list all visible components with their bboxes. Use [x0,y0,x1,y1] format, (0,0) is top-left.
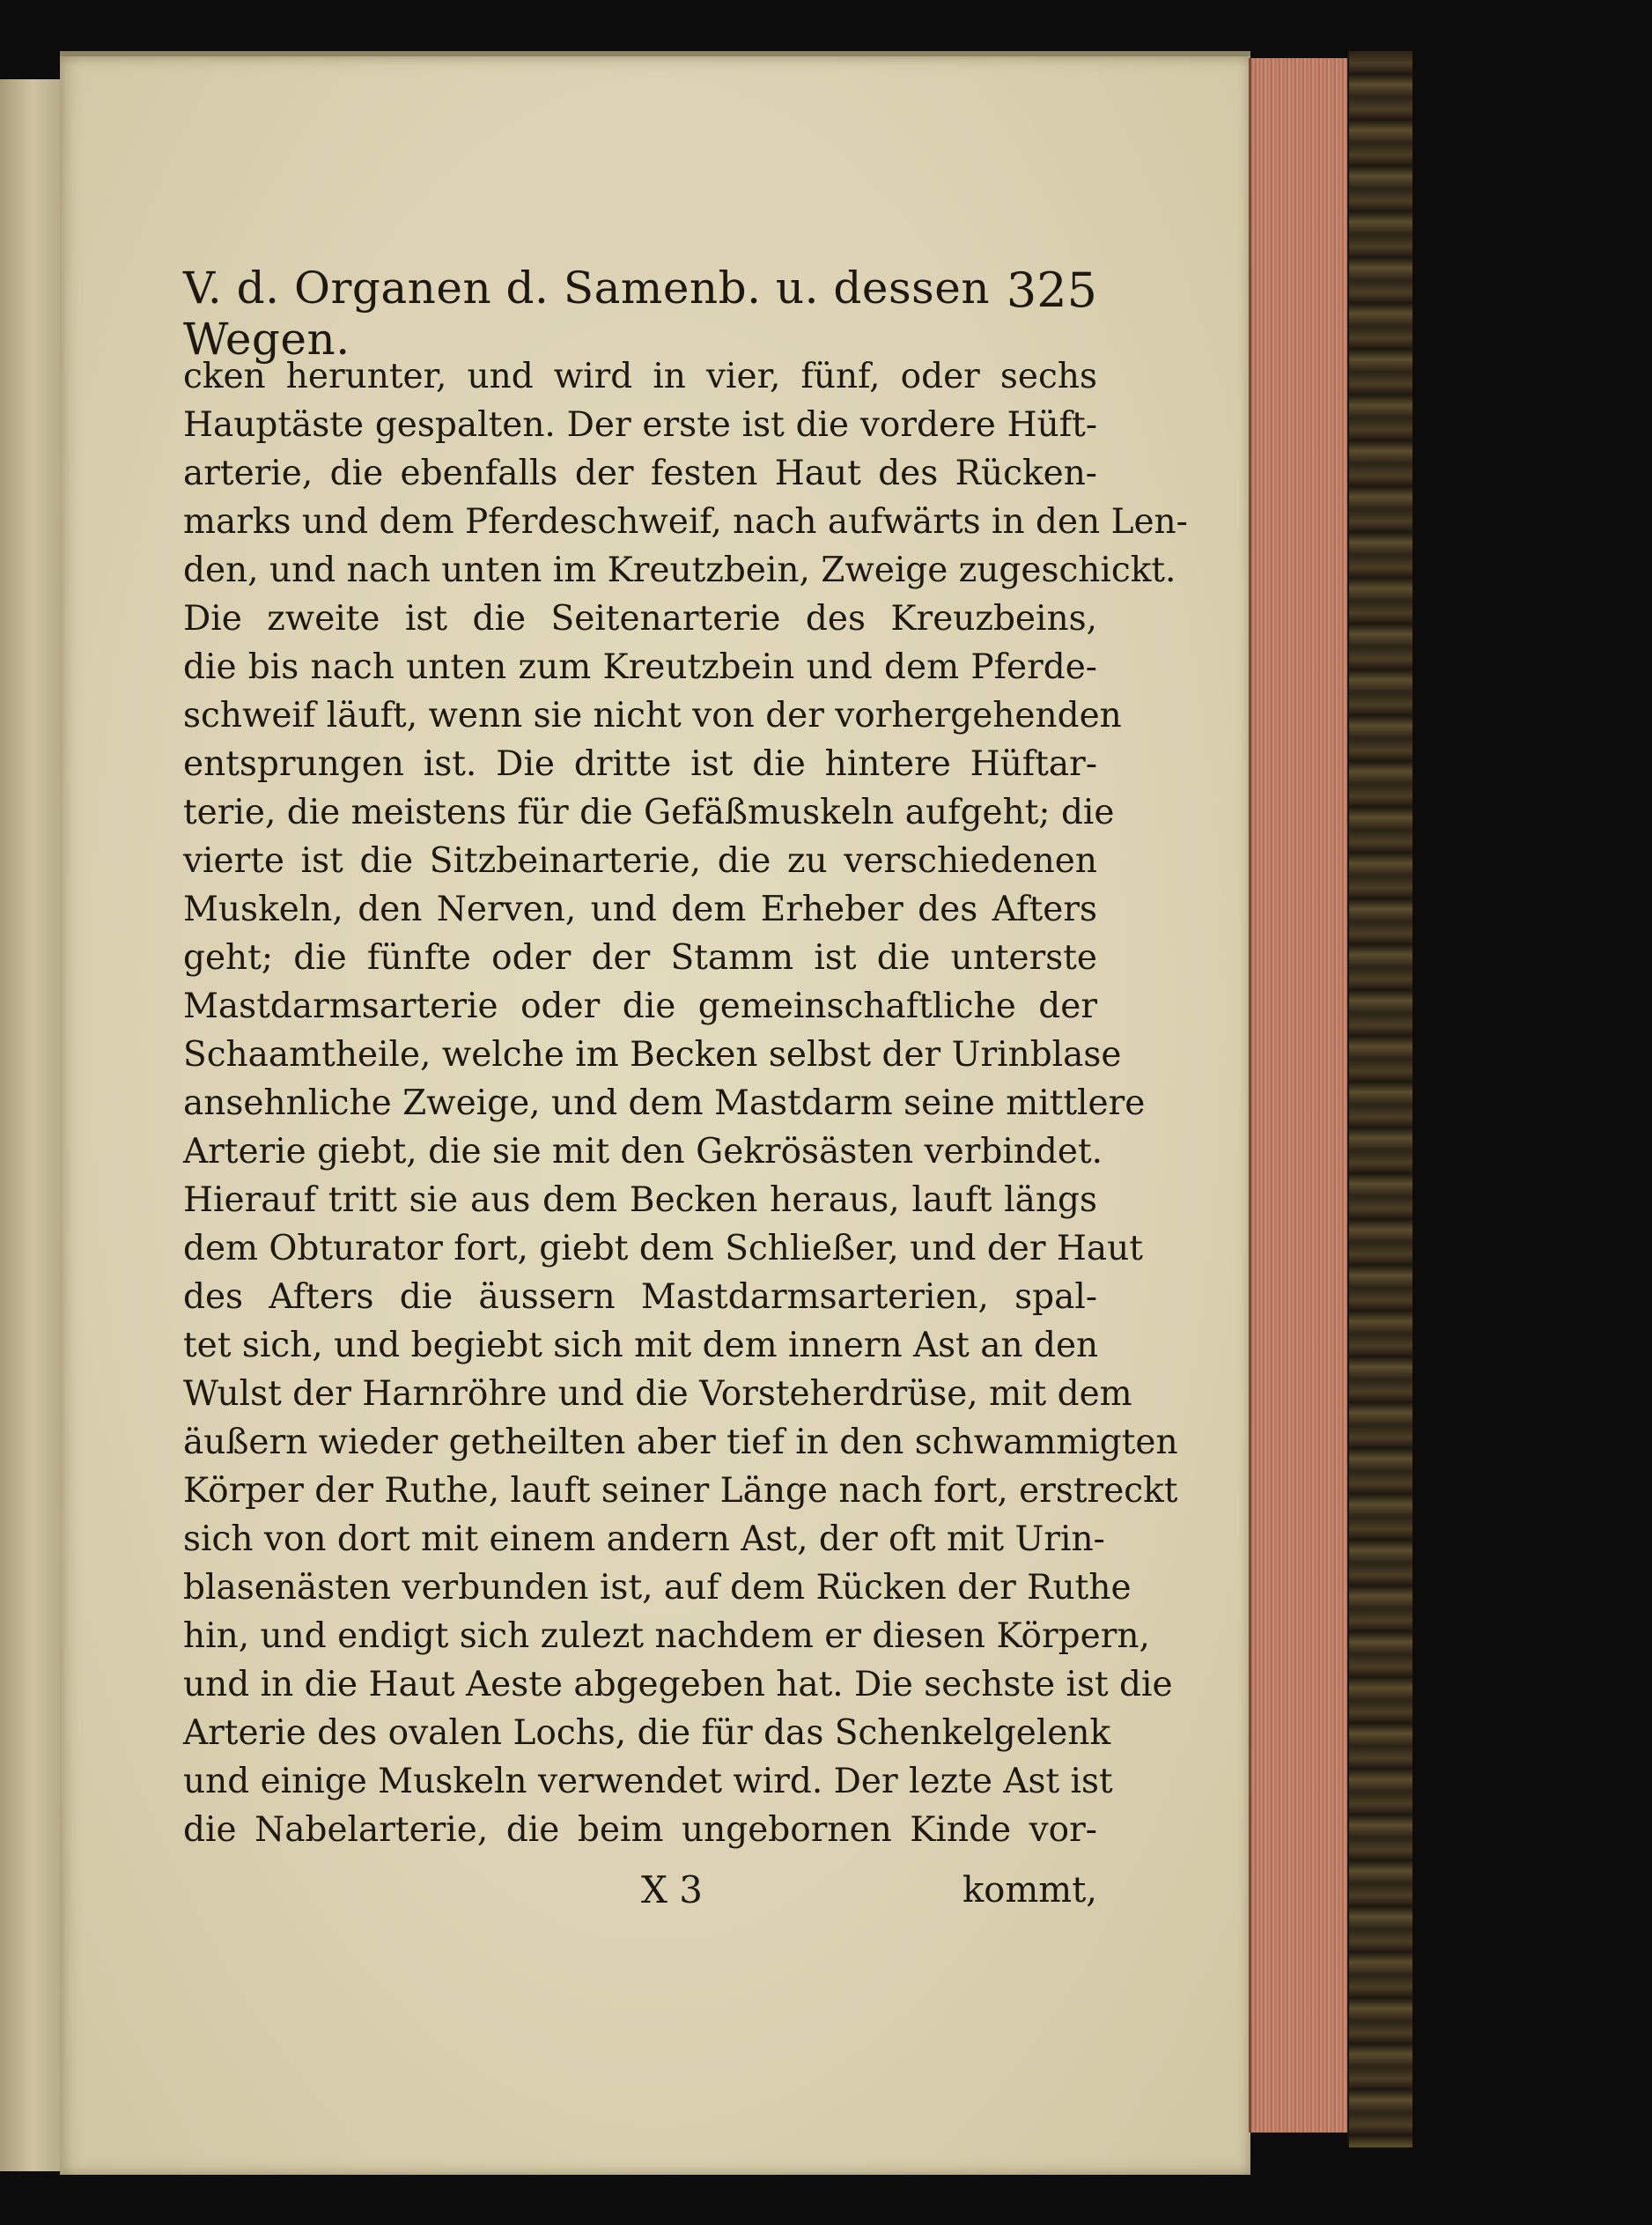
text-line: Hierauf tritt sie aus dem Becken heraus, lauft längs [183,1180,1097,1220]
text-line: hin, und endigt sich zulezt nachdem er diesen Körpern, [183,1616,1150,1656]
text-line: die Nabelarterie, die beim ungebornen Kinde vor- [183,1810,1097,1850]
text-line: schweif läuft, wenn sie nicht von der vorhergehenden [183,696,1122,736]
facing-page-edge [0,79,62,2171]
text-line: terie, die meistens für die Gefäßmuskeln aufgeht; die [183,793,1115,832]
text-line: ansehnliche Zweige, und dem Mastdarm seine mittlere [183,1083,1146,1123]
text-line: Muskeln, den Nerven, und dem Erheber des Afters [183,890,1097,929]
text-line: und einige Muskeln verwendet wird. Der lezte Ast ist [183,1762,1113,1801]
text-line: Wulst der Harnröhre und die Vorsteherdrüse, mit dem [183,1374,1132,1414]
page-header [183,255,1097,365]
text-line: und in die Haut Aeste abgegeben hat. Die sechste ist die [183,1665,1173,1704]
text-line: Körper der Ruthe, lauft seiner Länge nach fort, erstreckt [183,1471,1178,1511]
text-line: tet sich, und begiebt sich mit dem innern Ast an den [183,1326,1099,1365]
text-line: marks und dem Pferdeschweif, nach aufwärts in den Len- [183,502,1188,542]
text-line: cken herunter, und wird in vier, fünf, oder sechs [183,357,1097,396]
text-line: dem Obturator fort, giebt dem Schließer, und der Haut [183,1229,1143,1268]
text-line: äußern wieder getheilten aber tief in den schwammigten [183,1423,1178,1462]
text-line: vierte ist die Sitzbeinarterie, die zu verschiedenen [183,841,1097,881]
signature-mark: X 3 [641,1868,703,1911]
text-line: Arterie giebt, die sie mit den Gekrösästen verbindet. [183,1132,1103,1172]
page-stack-edges [1249,58,1350,2133]
text-line: arterie, die ebenfalls der festen Haut des Rücken- [183,454,1097,493]
text-line: Schaamtheile, welche im Becken selbst der Urinblase [183,1035,1122,1075]
text-line: Arterie des ovalen Lochs, die für das Schenkelgelenk [183,1713,1111,1753]
text-line: geht; die fünfte oder der Stamm ist die unterste [183,938,1097,978]
text-line: Die zweite ist die Seitenarterie des Kreuzbeins, [183,599,1097,639]
page-number: 325 [1006,262,1097,318]
text-line: die bis nach unten zum Kreutzbein und dem Pferde- [183,647,1097,687]
catchword: kommt, [962,1870,1097,1911]
text-line: entsprungen ist. Die dritte ist die hintere Hüftar- [183,744,1097,784]
text-line: Hauptäste gespalten. Der erste ist die vordere Hüft- [183,405,1097,445]
text-line: Mastdarmsarterie oder die gemeinschaftliche der [183,987,1097,1026]
running-head: V. d. Organen d. Samenb. u. dessen Wegen. [183,262,991,365]
text-line: sich von dort mit einem andern Ast, der oft mit Urin- [183,1519,1105,1559]
text-line: den, und nach unten im Kreutzbein, Zweige zugeschickt. [183,551,1176,590]
text-line: des Afters die äussern Mastdarmsarterien, spal- [183,1277,1097,1317]
book-cover-edge [1347,51,1415,2147]
page-footer [183,1866,1097,1918]
text-line: blasenästen verbunden ist, auf dem Rücken der Ruthe [183,1568,1132,1608]
